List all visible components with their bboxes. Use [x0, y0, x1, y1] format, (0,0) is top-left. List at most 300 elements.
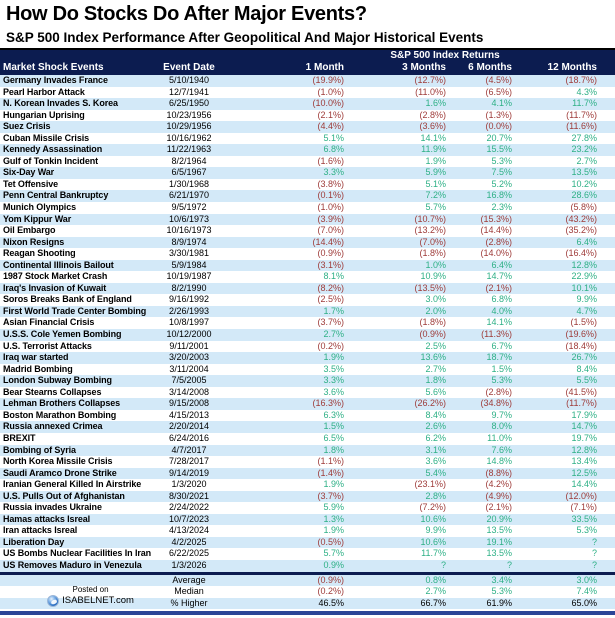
return-cell: 2.0% — [425, 305, 446, 316]
return-cell: 6.5% — [323, 432, 344, 443]
event-cell: Reagan Shooting — [3, 248, 76, 259]
event-cell: Liberation Day — [3, 536, 65, 547]
return-cell: (1.0%) — [317, 202, 344, 213]
return-cell: (7.0%) — [419, 236, 446, 247]
table-row — [0, 237, 615, 249]
event-cell: Suez Crisis — [3, 121, 51, 132]
summary-label-cell: Average — [172, 574, 206, 585]
date-cell: 6/21/1970 — [168, 190, 210, 201]
table-row — [0, 445, 615, 457]
event-cell: Iraq war started — [3, 352, 69, 363]
table-row — [0, 341, 615, 353]
return-cell: (11.7%) — [566, 398, 597, 409]
date-cell: 3/30/1981 — [168, 248, 210, 259]
return-cell: 5.3% — [576, 525, 597, 536]
table-row — [0, 387, 615, 399]
event-cell: Pearl Harbor Attack — [3, 86, 85, 97]
return-cell: 27.8% — [571, 132, 597, 143]
return-cell: (26.2%) — [414, 398, 446, 409]
table-row — [0, 75, 615, 87]
event-cell: Soros Breaks Bank of England — [3, 294, 132, 305]
event-cell: Russia invades Ukraine — [3, 502, 102, 513]
table-row — [0, 502, 615, 514]
return-cell: 11.0% — [487, 432, 512, 443]
return-cell: 5.1% — [323, 132, 344, 143]
event-cell: U.S. Pulls Out of Afghanistan — [3, 490, 125, 501]
table-row — [0, 560, 615, 572]
return-cell: 19.1% — [486, 536, 512, 547]
return-cell: (5.8%) — [570, 202, 597, 213]
date-cell: 12/7/1941 — [168, 86, 210, 97]
return-cell: (3.6%) — [419, 121, 446, 132]
return-cell: (1.8%) — [419, 248, 446, 259]
return-cell: (34.8%) — [480, 398, 512, 409]
summary-label-cell: Median — [174, 586, 204, 597]
return-cell: 12.8% — [571, 259, 597, 270]
event-cell: Hamas attacks Isreal — [3, 513, 91, 524]
return-cell: 9.9% — [576, 294, 597, 305]
summary-return-cell: 5.3% — [491, 586, 512, 597]
summary-return-cell: 2.7% — [425, 586, 446, 597]
event-cell: U.S.S. Cole Yemen Bombing — [3, 329, 122, 340]
return-cell: (0.1%) — [317, 190, 344, 201]
table-row — [0, 87, 615, 99]
return-cell: (2.8%) — [419, 109, 446, 120]
table-row — [0, 317, 615, 329]
return-cell: 8.1% — [323, 271, 344, 282]
event-cell: Oil Embargo — [3, 225, 56, 236]
return-cell: (11.3%) — [481, 329, 512, 340]
return-cell: ? — [591, 559, 597, 570]
date-cell: 10/8/1997 — [168, 317, 210, 328]
event-cell: Lehman Brothers Collapses — [3, 398, 121, 409]
summary-return-cell: 0.8% — [425, 574, 446, 585]
return-cell: 13.5% — [486, 548, 512, 559]
event-cell: Gulf of Tonkin Incident — [3, 155, 99, 166]
return-cell: (8.2%) — [317, 282, 344, 293]
date-cell: 6/22/2025 — [168, 548, 210, 559]
summary-return-cell: (0.9%) — [317, 574, 344, 585]
return-cell: 1.0% — [425, 259, 446, 270]
column-header-date: Event Date — [163, 62, 215, 73]
table-row — [0, 479, 615, 491]
return-cell: (3.1%) — [317, 259, 344, 270]
date-cell: 1/3/2026 — [171, 559, 207, 570]
return-cell: 12.8% — [571, 444, 597, 455]
return-cell: 7.6% — [491, 444, 512, 455]
return-cell: 10.2% — [571, 178, 597, 189]
date-cell: 3/14/2008 — [168, 386, 210, 397]
table-row — [0, 248, 615, 260]
date-cell: 10/19/1987 — [166, 271, 212, 282]
return-cell: 10.9% — [420, 271, 446, 282]
return-cell: (8.8%) — [485, 467, 512, 478]
return-cell: 1.9% — [323, 525, 344, 536]
event-cell: Germany Invades France — [3, 75, 108, 85]
date-cell: 8/9/1974 — [171, 236, 207, 247]
table-row — [0, 121, 615, 133]
return-cell: 2.3% — [491, 202, 512, 213]
return-cell: 0.9% — [323, 559, 344, 570]
return-cell: 3.0% — [425, 294, 446, 305]
return-cell: (41.5%) — [565, 386, 597, 397]
date-cell: 3/20/2003 — [168, 352, 210, 363]
return-cell: 11.9% — [421, 144, 446, 155]
date-cell: 6/25/1950 — [168, 98, 210, 109]
return-cell: (1.1%) — [317, 456, 344, 467]
return-cell: 2.7% — [425, 363, 446, 374]
return-cell: (19.6%) — [565, 329, 597, 340]
return-cell: (11.0%) — [415, 86, 446, 97]
table-row — [0, 468, 615, 480]
table-row — [0, 260, 615, 272]
return-cell: (14.0%) — [480, 248, 512, 259]
date-cell: 4/15/2013 — [168, 409, 210, 420]
event-cell: Russia annexed Crimea — [3, 421, 103, 432]
date-cell: 4/13/2024 — [168, 525, 210, 536]
return-cell: (2.8%) — [485, 236, 512, 247]
event-cell: Asian Financial Crisis — [3, 317, 95, 328]
date-cell: 1/3/2020 — [171, 479, 207, 490]
table-row — [0, 110, 615, 122]
date-cell: 5/10/1940 — [168, 75, 210, 85]
return-cell: 14.7% — [486, 271, 512, 282]
event-cell: US Bombs Nuclear Facilities In Iran — [3, 548, 152, 559]
date-cell: 11/22/1963 — [166, 144, 212, 155]
page-subtitle: S&P 500 Index Performance After Geopolitical And Major Historical Events — [6, 30, 484, 45]
table-row — [0, 421, 615, 433]
return-cell: 1.5% — [491, 363, 512, 374]
return-cell: (0.0%) — [485, 121, 512, 132]
return-cell: (6.5%) — [485, 86, 512, 97]
return-cell: 5.1% — [425, 178, 446, 189]
return-cell: 2.6% — [425, 421, 446, 432]
return-cell: 13.4% — [571, 456, 597, 467]
return-cell: 14.8% — [486, 456, 512, 467]
table-row — [0, 433, 615, 445]
return-cell: 5.9% — [323, 502, 344, 513]
return-cell: 20.9% — [486, 513, 512, 524]
table-row — [0, 352, 615, 364]
column-header-1month: 1 Month — [305, 62, 344, 73]
credit-block — [28, 584, 153, 607]
event-cell: Saudi Aramco Drone Strike — [3, 467, 117, 478]
table-row — [0, 329, 615, 341]
return-cell: 9.7% — [491, 409, 512, 420]
return-cell: 10.6% — [420, 536, 446, 547]
return-cell: 1.9% — [323, 352, 344, 363]
event-cell: 1987 Stock Market Crash — [3, 271, 108, 282]
return-cell: (2.5%) — [317, 294, 344, 305]
return-cell: 6.7% — [491, 340, 512, 351]
event-cell: First World Trade Center Bombing — [3, 305, 147, 316]
return-cell: 8.0% — [491, 421, 512, 432]
event-cell: Cuban Missile Crisis — [3, 132, 90, 143]
date-cell: 8/2/1964 — [171, 155, 207, 166]
return-cell: 6.4% — [576, 236, 597, 247]
table-row — [0, 190, 615, 202]
return-cell: 18.7% — [486, 352, 512, 363]
return-cell: 28.6% — [571, 190, 597, 201]
date-cell: 9/16/1992 — [168, 294, 210, 305]
return-cell: 3.6% — [323, 386, 344, 397]
return-cell: 5.7% — [425, 202, 446, 213]
return-cell: (10.0%) — [312, 98, 344, 109]
summary-return-cell: 65.0% — [571, 597, 597, 608]
return-cell: (1.3%) — [485, 109, 512, 120]
return-cell: (35.2%) — [565, 225, 597, 236]
return-cell: (0.2%) — [317, 340, 344, 351]
return-cell: 3.3% — [323, 167, 344, 178]
return-cell: 5.6% — [425, 386, 446, 397]
return-cell: 14.1% — [420, 132, 446, 143]
table-header — [0, 48, 615, 75]
return-cell: (1.4%) — [317, 467, 344, 478]
date-cell: 10/23/1956 — [166, 109, 212, 120]
date-cell: 7/28/2017 — [168, 456, 210, 467]
return-cell: 3.1% — [425, 444, 446, 455]
return-cell: 16.8% — [486, 190, 512, 201]
event-cell: Bear Stearns Collapses — [3, 386, 102, 397]
return-cell: (1.5%) — [570, 317, 597, 328]
return-cell: (16.4%) — [565, 248, 597, 259]
return-cell: 6.8% — [491, 294, 512, 305]
table-row — [0, 514, 615, 526]
return-cell: 6.4% — [491, 259, 512, 270]
return-cell: 5.2% — [491, 178, 512, 189]
summary-return-cell: 66.7% — [420, 597, 446, 608]
date-cell: 9/11/2001 — [169, 340, 209, 351]
return-cell: (0.9%) — [317, 248, 344, 259]
return-cell: (11.7%) — [566, 109, 597, 120]
return-cell: 13.6% — [420, 352, 446, 363]
date-cell: 8/30/2021 — [168, 490, 210, 501]
return-cell: 23.2% — [571, 144, 597, 155]
return-cell: 1.5% — [323, 421, 344, 432]
group-header-row — [0, 50, 615, 62]
date-cell: 10/7/2023 — [168, 513, 210, 524]
return-cell: 2.5% — [425, 340, 446, 351]
return-cell: 5.4% — [425, 467, 446, 478]
date-cell: 6/24/2016 — [168, 432, 210, 443]
return-cell: ? — [506, 559, 512, 570]
return-cell: 2.8% — [425, 490, 446, 501]
return-cell: (18.4%) — [565, 340, 597, 351]
date-cell: 4/7/2017 — [171, 444, 207, 455]
date-cell: 10/12/2000 — [166, 329, 212, 340]
table-row — [0, 98, 615, 110]
return-cell: 7.2% — [425, 190, 446, 201]
table-row — [0, 214, 615, 226]
return-cell: 6.2% — [425, 432, 446, 443]
return-cell: (2.1%) — [485, 282, 512, 293]
return-cell: (4.4%) — [317, 121, 344, 132]
event-cell: North Korea Missile Crisis — [3, 456, 113, 467]
table-body — [0, 75, 615, 572]
event-cell: Iranian General Killed In Airstrike — [3, 479, 142, 490]
table-row — [0, 179, 615, 191]
event-cell: London Subway Bombing — [3, 375, 112, 386]
return-cell: 9.9% — [425, 525, 446, 536]
return-cell: 10.6% — [420, 513, 446, 524]
summary-return-cell: 3.4% — [491, 574, 512, 585]
return-cell: 2.7% — [576, 155, 597, 166]
return-cell: ? — [591, 548, 597, 559]
return-cell: 1.9% — [425, 155, 446, 166]
table-row — [0, 225, 615, 237]
return-cell: 26.7% — [571, 352, 597, 363]
column-header-row — [0, 62, 615, 75]
event-cell: BREXIT — [3, 432, 36, 443]
return-cell: (12.7%) — [414, 75, 446, 85]
date-cell: 6/5/1967 — [171, 167, 207, 178]
column-header-6months: 6 Months — [468, 62, 512, 73]
table-row — [0, 202, 615, 214]
date-cell: 4/2/2025 — [171, 536, 207, 547]
return-cell: (7.2%) — [419, 502, 446, 513]
table-row — [0, 375, 615, 387]
return-cell: (0.5%) — [317, 536, 344, 547]
table-row — [0, 283, 615, 295]
return-cell: 13.5% — [486, 525, 512, 536]
date-cell: 10/6/1973 — [168, 213, 210, 224]
return-cell: 3.5% — [323, 363, 344, 374]
return-cell: 14.1% — [486, 317, 512, 328]
event-cell: Madrid Bombing — [3, 363, 73, 374]
event-cell: Tet Offensive — [3, 178, 59, 189]
table-row — [0, 271, 615, 283]
summary-return-cell: 3.0% — [576, 574, 597, 585]
bottom-bar — [0, 611, 615, 615]
return-cell: 4.7% — [576, 305, 597, 316]
return-cell: 8.4% — [576, 363, 597, 374]
return-cell: (2.8%) — [485, 386, 512, 397]
column-header-events: Market Shock Events — [3, 62, 104, 73]
event-cell: Iraq's Invasion of Kuwait — [3, 282, 107, 293]
return-cell: ? — [440, 559, 446, 570]
return-cell: 1.6% — [425, 98, 446, 109]
return-cell: 10.1% — [571, 282, 597, 293]
table-row — [0, 156, 615, 168]
return-cell: (1.0%) — [317, 86, 344, 97]
return-cell: 11.7% — [572, 98, 597, 109]
return-cell: (1.8%) — [419, 317, 446, 328]
date-cell: 1/30/1968 — [168, 178, 210, 189]
return-cell: (43.2%) — [565, 213, 597, 224]
return-cell: 12.5% — [571, 467, 597, 478]
return-cell: (4.2%) — [485, 479, 512, 490]
return-cell: 17.9% — [571, 409, 597, 420]
return-cell: (2.1%) — [317, 109, 344, 120]
event-cell: Iran attacks Isreal — [3, 525, 78, 536]
date-cell: 2/20/2014 — [168, 421, 210, 432]
return-cell: 3.3% — [323, 375, 344, 386]
summary-return-cell: 7.4% — [576, 586, 597, 597]
return-cell: (3.8%) — [317, 178, 344, 189]
date-cell: 10/16/1962 — [166, 132, 212, 143]
summary-return-cell: 46.5% — [318, 597, 344, 608]
return-cell: 1.7% — [323, 305, 344, 316]
date-cell: 10/29/1956 — [166, 121, 212, 132]
return-cell: 2.7% — [323, 329, 344, 340]
event-cell: Munich Olympics — [3, 202, 77, 213]
event-cell: US Removes Maduro in Venezula — [3, 559, 142, 570]
return-cell: ? — [591, 536, 597, 547]
return-cell: 11.7% — [421, 548, 446, 559]
return-cell: 6.8% — [323, 144, 344, 155]
return-cell: 1.8% — [425, 375, 446, 386]
return-cell: 13.5% — [571, 167, 597, 178]
event-cell: Boston Marathon Bombing — [3, 409, 117, 420]
date-cell: 2/26/1993 — [168, 305, 210, 316]
return-cell: (14.4%) — [312, 236, 344, 247]
table-row — [0, 294, 615, 306]
return-cell: 1.8% — [323, 444, 344, 455]
table-row — [0, 491, 615, 503]
return-cell: (11.6%) — [566, 121, 597, 132]
date-cell: 5/9/1984 — [171, 259, 207, 270]
table-row — [0, 525, 615, 537]
return-cell: 8.4% — [425, 409, 446, 420]
event-cell: N. Korean Invades S. Korea — [3, 98, 118, 109]
return-cell: (18.7%) — [565, 75, 597, 85]
isabelnet-logo-icon — [47, 595, 59, 607]
return-cell: (0.9%) — [419, 329, 446, 340]
table-row — [0, 167, 615, 179]
event-cell: Penn Central Bankruptcy — [3, 190, 109, 201]
return-cell: 5.7% — [323, 548, 344, 559]
event-cell: Six-Day War — [3, 167, 55, 178]
table-row — [0, 364, 615, 376]
date-cell: 9/5/1972 — [171, 202, 207, 213]
table-row — [0, 144, 615, 156]
return-cell: 15.5% — [486, 144, 512, 155]
return-cell: 7.5% — [491, 167, 512, 178]
return-cell: (3.9%) — [317, 213, 344, 224]
date-cell: 2/24/2022 — [168, 502, 210, 513]
return-cell: (3.7%) — [317, 317, 344, 328]
date-cell: 9/15/2008 — [168, 398, 210, 409]
return-cell: (14.4%) — [480, 225, 512, 236]
date-cell: 3/11/2004 — [169, 363, 209, 374]
table-row — [0, 398, 615, 410]
summary-return-cell: (0.2%) — [317, 586, 344, 597]
date-cell: 8/2/1990 — [171, 282, 207, 293]
return-cell: 14.4% — [571, 479, 597, 490]
return-cell: 3.6% — [425, 456, 446, 467]
return-cell: 20.7% — [486, 132, 512, 143]
return-cell: 5.3% — [491, 155, 512, 166]
return-cell: (10.7%) — [414, 213, 446, 224]
date-cell: 9/14/2019 — [168, 467, 210, 478]
date-cell: 10/16/1973 — [166, 225, 212, 236]
return-cell: (23.1%) — [414, 479, 446, 490]
return-cell: (13.2%) — [414, 225, 446, 236]
return-cell: 33.5% — [571, 513, 597, 524]
table-row — [0, 306, 615, 318]
table-row — [0, 410, 615, 422]
return-cell: (13.5%) — [414, 282, 446, 293]
event-cell: Kennedy Assassination — [3, 144, 103, 155]
return-cell: 6.3% — [323, 409, 344, 420]
event-cell: Hungarian Uprising — [3, 109, 85, 120]
return-cell: (2.1%) — [485, 502, 512, 513]
table-row — [0, 548, 615, 560]
date-cell: 7/5/2005 — [171, 375, 207, 386]
table-row — [0, 133, 615, 145]
isabelnet-site-label: ISABELNET.com — [62, 595, 134, 606]
return-cell: (7.1%) — [570, 502, 597, 513]
